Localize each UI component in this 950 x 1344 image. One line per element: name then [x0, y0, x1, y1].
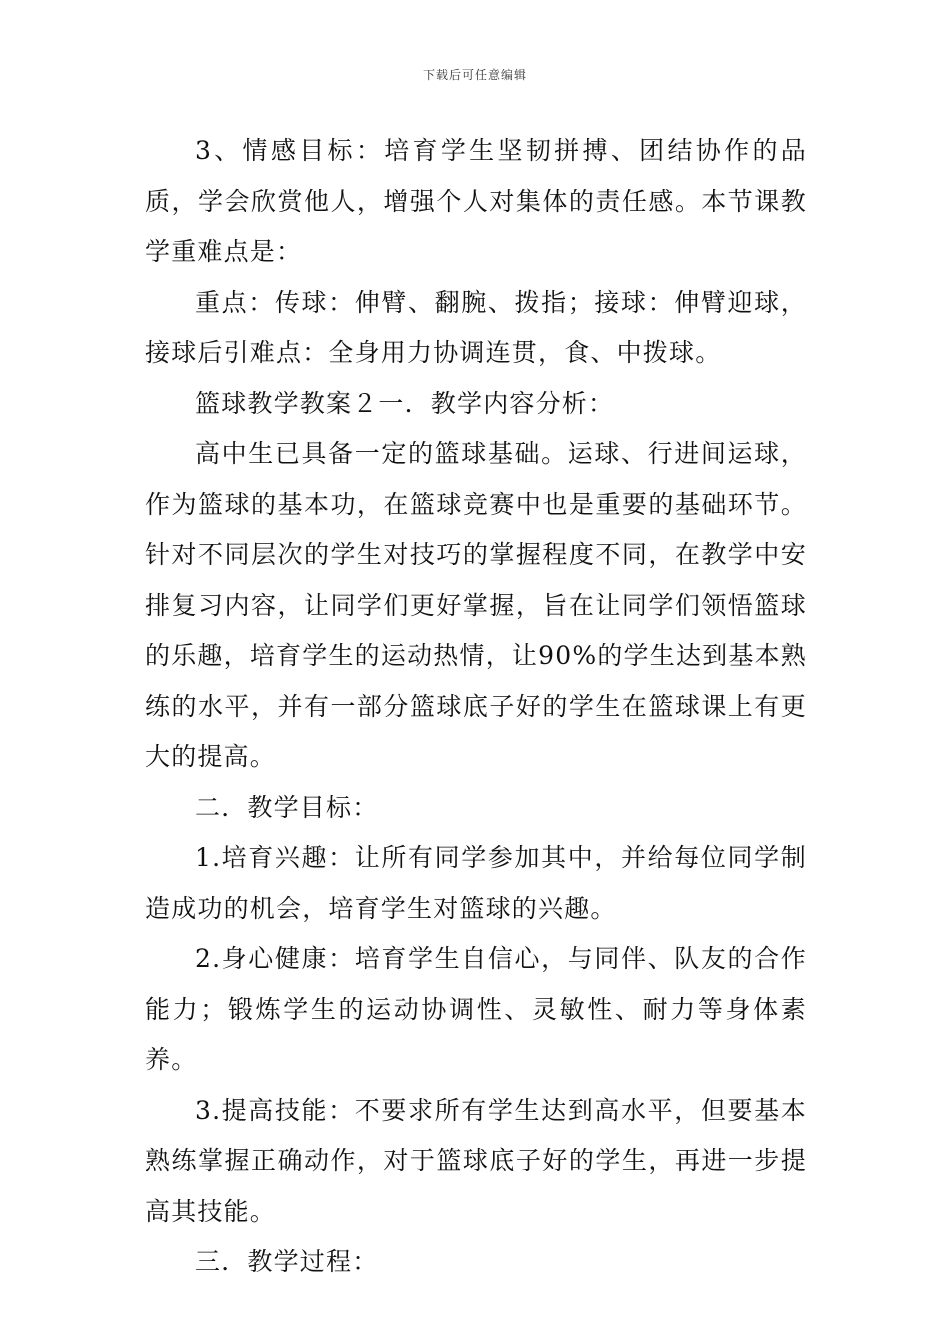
paragraph-content-analysis: 高中生已具备一定的篮球基础。运球、行进间运球，作为篮球的基本功，在篮球竞赛中也是重要的基础环节。针对不同层次的学生对技巧的掌握程度不同，在教学中安排复习内容，让同学们更好掌握，旨在让同学们领悟篮球的乐趣，培育学生的运动热情，让90%的学生达到基本熟练的水平，并有一部分篮球底子好的学生在篮球课上有更大的提高。: [145, 439, 807, 771]
paragraph-goal-health: 2.身心健康：培育学生自信心，与同伴、队友的合作能力；锻炼学生的运动协调性、灵敏性、耐力等身体素养。: [145, 944, 807, 1074]
paragraph-key-points: 重点：传球：伸臂、翻腕、拨指；接球：伸臂迎球，接球后引难点：全身用力协调连贯，食、中拨球。: [145, 287, 807, 367]
paragraph-goal-interest: 1.培育兴趣：让所有同学参加其中，并给每位同学制造成功的机会，培育学生对篮球的兴趣。: [145, 843, 807, 923]
paragraph-teaching-process-heading: 三．教学过程：: [195, 1247, 379, 1276]
paragraph-emotional-goal: 3、情感目标：培育学生坚韧拼搏、团结协作的品质，学会欣赏他人，增强个人对集体的责任感。本节课教学重难点是：: [145, 136, 807, 266]
paragraph-teaching-goals-heading: 二．教学目标：: [195, 792, 379, 822]
header-note: 下载后可任意编辑: [422, 68, 527, 82]
paragraph-section-heading: 篮球教学教案２一．教学内容分析：: [195, 388, 615, 418]
document-body: [145, 126, 807, 1288]
paragraph-goal-skills: 3.提高技能：不要求所有学生达到高水平，但要基本熟练掌握正确动作，对于篮球底子好的学生，再进一步提高其技能。: [145, 1095, 807, 1226]
